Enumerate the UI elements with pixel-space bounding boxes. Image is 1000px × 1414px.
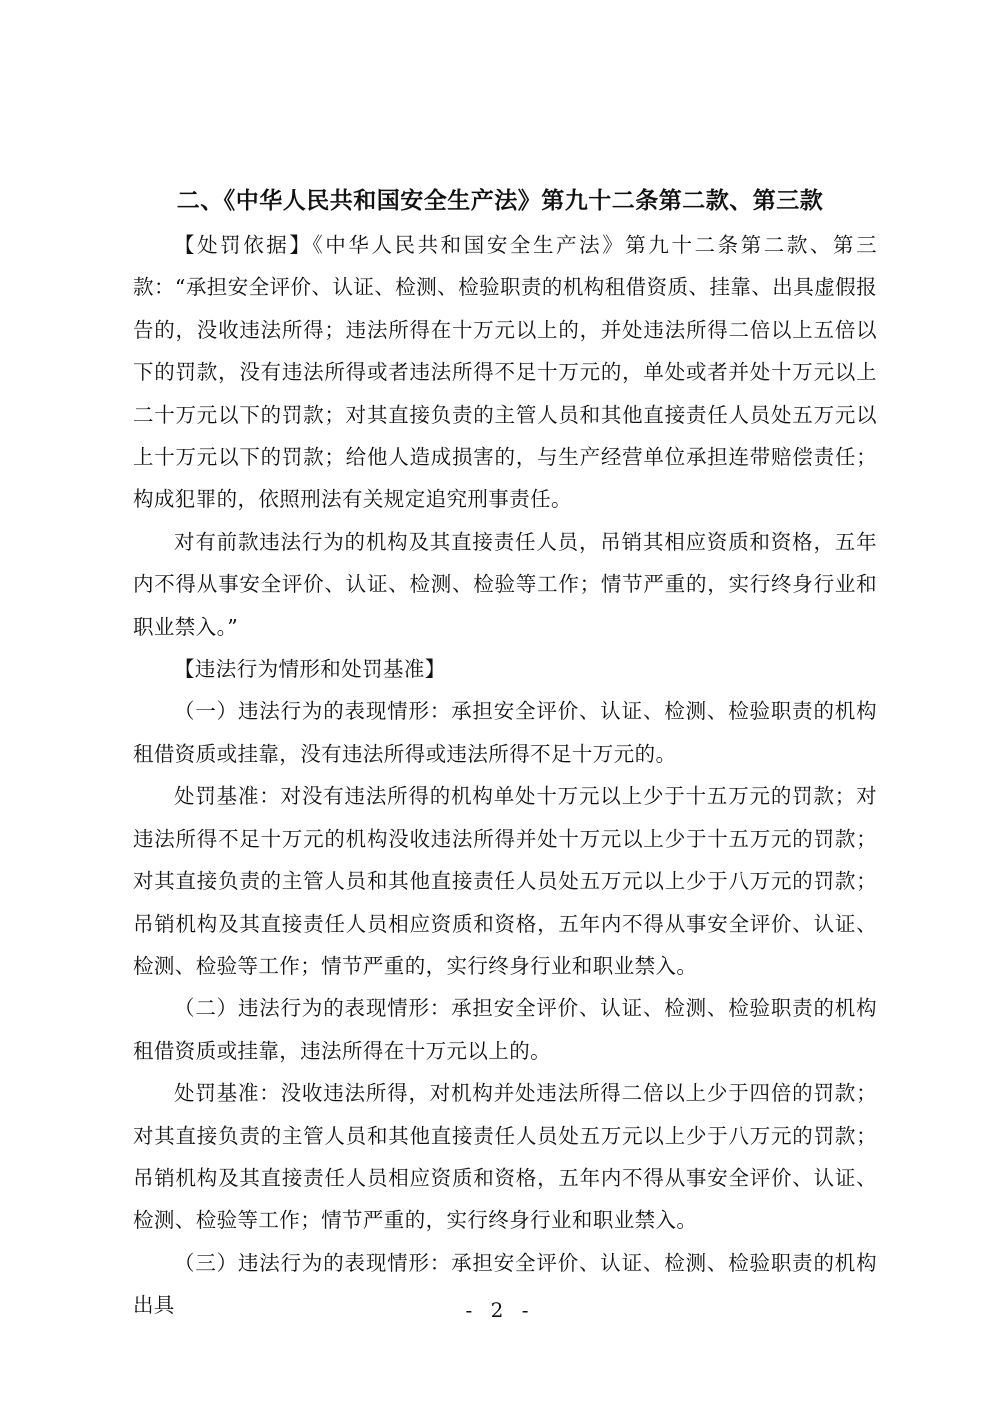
paragraph-case-1-penalty: 处罚基准：对没有违法所得的机构单处十万元以上少于十五万元的罚款；对违法所得不足十万元的机构没收违法所得并处十万元以上少于十五万元的罚款；对其直接负责的主管人员和其他直接责任人员处五万元以上少于八万元的罚款；吊销机构及其直接责任人员相应资质和资格，五年内不得从事安全评价、认证、检测、检验等工作；情节严重的，实行终身行业和职业禁入。 xyxy=(133,784,877,978)
paragraph-case-3: （三）违法行为的表现情形：承担安全评价、认证、检测、检验职责的机构出具 xyxy=(133,1250,877,1318)
paragraph-penalty-basis: 【处罚依据】《中华人民共和国安全生产法》第九十二条第二款、第三款：“承担安全评价、认证、检测、检验职责的机构租借资质、挂靠、出具虚假报告的，没收违法所得；违法所得在十万元以上的，并处违法所得二倍以上五倍以下的罚款，没有违法所得或者违法所得不足十万元的，单处或者并处十万元以上二十万元以下的罚款；对其直接负责的主管人员和其他直接责任人员处五万元以上十万元以下的罚款；给他人造成损害的，与生产经营单位承担连带赔偿责任；构成犯罪的，依照刑法有关规定追究刑事责任。 xyxy=(133,233,877,512)
paragraph-revocation-clause: 对有前款违法行为的机构及其直接责任人员，吊销其相应资质和资格，五年内不得从事安全评价、认证、检测、检验等工作；情节严重的，实行终身行业和职业禁入。” xyxy=(133,529,877,639)
paragraph-case-1: （一）违法行为的表现情形：承担安全评价、认证、检测、检验职责的机构租借资质或挂靠，没有违法所得或违法所得不足十万元的。 xyxy=(133,699,877,766)
body-text xyxy=(133,224,877,1327)
paragraph-case-2-penalty: 处罚基准：没收违法所得，对机构并处违法所得二倍以上少于四倍的罚款；对其直接负责的主管人员和其他直接责任人员处五万元以上少于八万元的罚款；吊销机构及其直接责任人员相应资质和资格，五年内不得从事安全评价、认证、检测、检验等工作；情节严重的，实行终身行业和职业禁入。 xyxy=(133,1081,877,1233)
paragraph-criteria-heading: 【违法行为情形和处罚基准】 xyxy=(174,657,446,682)
paragraph-case-2: （二）违法行为的表现情形：承担安全评价、认证、检测、检验职责的机构租借资质或挂靠，违法所得在十万元以上的。 xyxy=(133,996,877,1063)
page-number: - 2 - xyxy=(465,1298,535,1322)
section-heading: 二、《中华人民共和国安全生产法》第九十二条第二款、第三款 xyxy=(176,187,824,214)
